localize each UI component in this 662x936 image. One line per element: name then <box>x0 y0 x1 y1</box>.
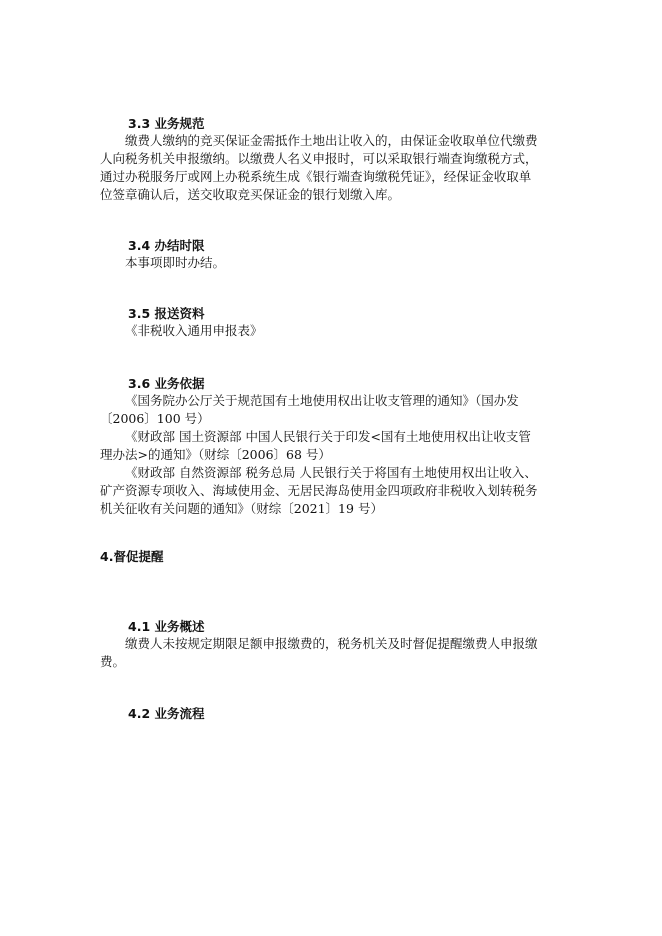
paragraph-line: 缴费人缴纳的竞买保证金需抵作土地出让收入的，由保证金收取单位代缴费 <box>125 133 538 148</box>
paragraph-line: 位签章确认后，送交收取竞买保证金的银行划缴入库。 <box>100 187 401 202</box>
reference-line: 《财政部 国土资源部 中国人民银行关于印发<国有土地使用权出让收支管 <box>125 429 531 444</box>
section-heading-3-6: 3.6 业务依据 <box>128 376 205 391</box>
section-heading-3-4: 3.4 办结时限 <box>128 238 205 253</box>
section-heading-3-5: 3.5 报送资料 <box>128 306 205 321</box>
section-body-3-3 <box>100 132 572 204</box>
paragraph-line: 《非税收入通用申报表》 <box>125 323 263 338</box>
section-heading-4-1: 4.1 业务概述 <box>128 619 205 634</box>
reference-line: 机关征收有关问题的通知》（财综〔2021〕19 号） <box>100 501 383 516</box>
reference-line: 理办法>的通知》（财综〔2006〕68 号） <box>100 447 331 462</box>
section-heading-3-3: 3.3 业务规范 <box>128 116 205 131</box>
reference-line: 〔2006〕100 号） <box>100 411 210 426</box>
section-heading-4-2: 4.2 业务流程 <box>128 706 205 721</box>
section-body-4-1 <box>100 635 572 671</box>
paragraph-line: 费。 <box>100 654 126 669</box>
reference-line: 矿产资源专项收入、海域使用金、无居民海岛使用金四项政府非税收入划转税务 <box>100 483 538 498</box>
paragraph-line: 人向税务机关申报缴纳。以缴费人名义申报时，可以采取银行端查询缴税方式， <box>100 151 538 166</box>
paragraph-line: 缴费人未按规定期限足额申报缴费的，税务机关及时督促提醒缴费人申报缴 <box>125 636 538 651</box>
section-heading-4: 4.督促提醒 <box>100 549 164 564</box>
section-body-3-4 <box>100 254 572 272</box>
section-body-3-5 <box>100 322 572 340</box>
reference-line: 《国务院办公厅关于规范国有土地使用权出让收支管理的通知》（国办发 <box>125 393 519 408</box>
paragraph-line: 本事项即时办结。 <box>125 255 226 270</box>
section-body-3-6 <box>100 392 572 518</box>
paragraph-line: 通过办税服务厅或网上办税系统生成《银行端查询缴税凭证》，经保证金收取单 <box>100 169 532 184</box>
reference-line: 《财政部 自然资源部 税务总局 人民银行关于将国有土地使用权出让收入、 <box>125 465 537 480</box>
